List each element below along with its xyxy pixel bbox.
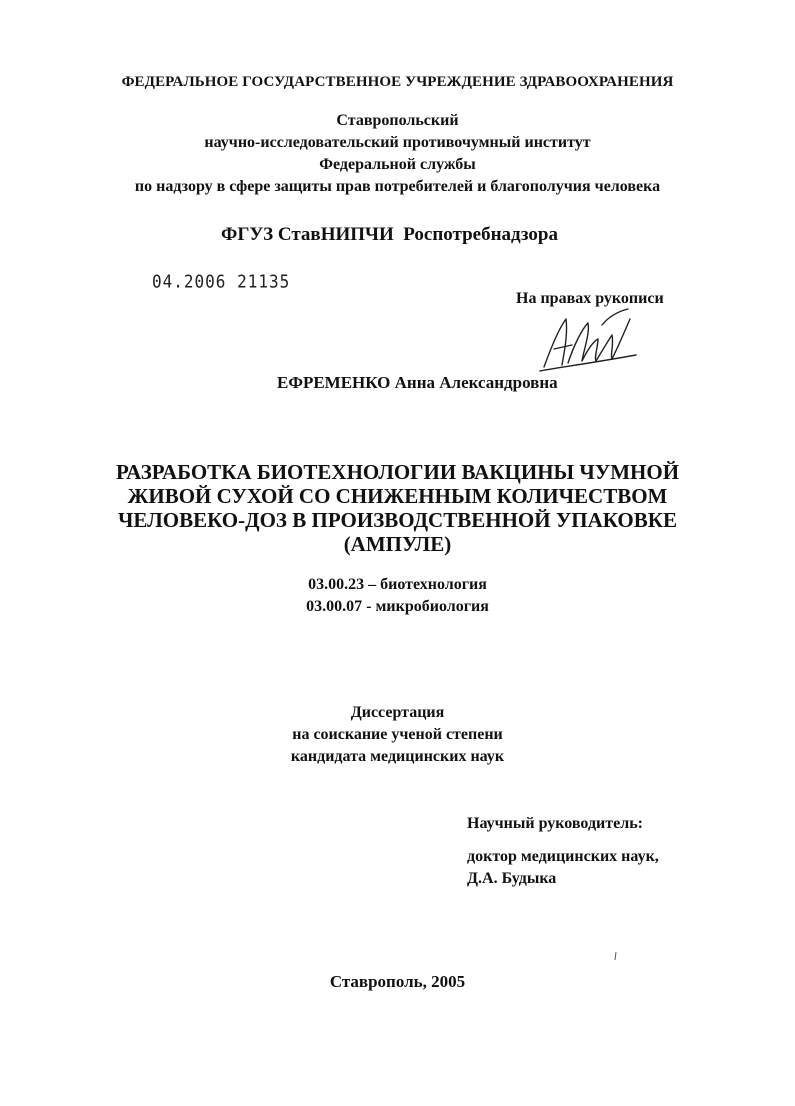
specialty-code: 03.00.23 – биотехнология [308,576,487,593]
title-line: ЧЕЛОВЕКО-ДОЗ В ПРОИЗВОДСТВЕННОЙ УПАКОВКЕ [117,508,678,532]
supervisor-label: Научный руководитель: [467,815,643,832]
institution-line: по надзору в сфере защиты прав потребителей и благополучия человека [134,178,661,195]
title-line: ЖИВОЙ СУХОЙ СО СНИЖЕННЫМ КОЛИЧЕСТВОМ [127,484,668,508]
scan-mark [614,952,617,960]
specialty-code: 03.00.07 - микробиология [306,598,489,615]
registration-stamp [152,271,290,292]
document-type: Диссертация [350,704,445,721]
dissertation-title [0,460,795,556]
title-line: РАЗРАБОТКА БИОТЕХНОЛОГИИ ВАКЦИНЫ ЧУМНОЙ [115,460,680,484]
degree-line: кандидата медицинских наук [290,748,505,765]
supervisor-degree: доктор медицинских наук, [467,848,659,865]
rights-note: На правах рукописи [516,290,664,307]
institution-line: Федеральной службы [319,156,476,173]
institution-abbreviation: ФГУЗ СтавНИПЧИ Роспотребнадзора [221,224,558,245]
supervisor-name: Д.А. Будыка [467,870,557,887]
title-line: (АМПУЛЕ) [343,532,452,556]
stamp-number: 04.2006 21135 [152,271,291,292]
author-name: ЕФРЕМЕНКО Анна Александровна [277,373,558,392]
city-year: Ставрополь, 2005 [329,972,466,991]
institution-type: ФЕДЕРАЛЬНОЕ ГОСУДАРСТВЕННОЕ УЧРЕЖДЕНИЕ ЗДРАВООХРАНЕНИЯ [121,74,674,90]
degree-line: на соискание ученой степени [292,726,503,743]
institution-line: Ставропольский [336,112,459,129]
institution-line: научно-исследовательский противочумный институт [204,134,591,151]
